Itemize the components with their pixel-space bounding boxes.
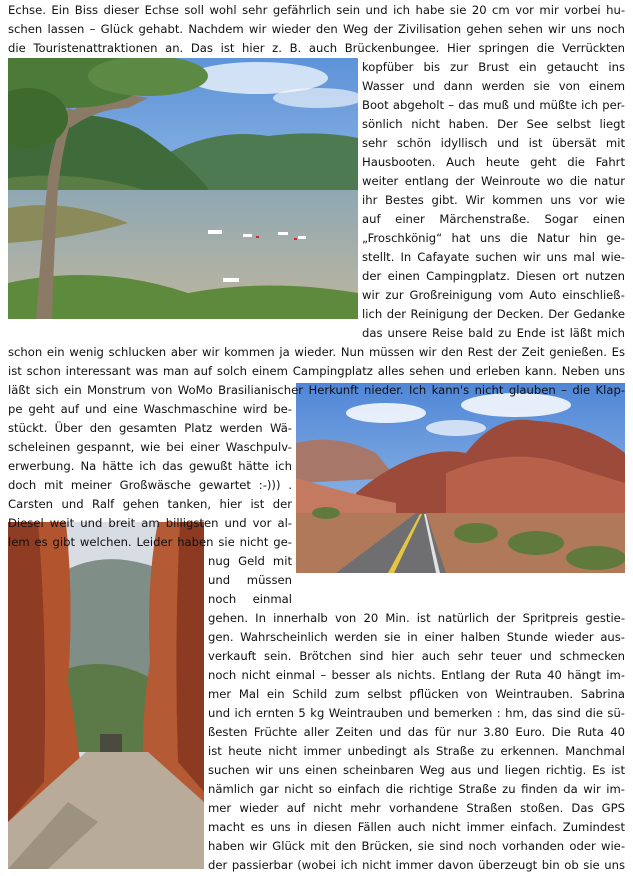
text-line: ßesten Früchte aller Zeiten und das für nur 3.80 Euro. Die Ruta 40 (208, 725, 625, 739)
text-line: mer Mal ein Schild zum selbst pflücken von Weintrauben. Sabrina (208, 687, 625, 701)
text-line: pe geht auf und eine Waschmaschine wird be- (8, 402, 292, 416)
text-line: doch mit meiner Großwäsche gewartet :-))) . (8, 478, 292, 492)
text-line: haben wir Glück mit den Brücken, sie sind noch vorhanden oder wie- (208, 839, 625, 853)
text-line: ist schon interessant was man auf solch einem Campingplatz alles sehen und erleben kann. Neben uns (8, 364, 625, 378)
text-line: ihr Bestes gibt. Wir kommen uns vor wie (362, 193, 625, 207)
text-line: macht es uns in diesen Fällen auch nicht immer einfach. Zumindest (208, 820, 625, 834)
text-line: erwerbung. Na hätte ich das gewußt hätte ich (8, 459, 292, 473)
text-line: suchen wir uns einen scheinbaren Weg aus und liegen richtig. Es ist (208, 763, 625, 777)
text-line: nämlich gar nicht so einfach die richtige Straße zu finden da wir im- (208, 782, 625, 796)
text-line: lich der Reinigung der Decken. Der Gedanke (362, 307, 625, 321)
text-line: läßt sich ein Monstrum von WoMo Brasilianischer Herkunft nieder. Ich kann's nicht glauben – die Klap- (8, 383, 625, 397)
lake-photo (8, 58, 358, 319)
text-line: noch einmal (208, 592, 292, 606)
text-line: Hausbooten. Auch heute geht die Fahrt (362, 155, 625, 169)
text-line: und müssen (208, 573, 292, 587)
text-line: Boot abgeholt – das muß und müßte ich per- (362, 98, 625, 112)
text-line: lem es gibt welchen. Leider haben sie nicht ge- (8, 535, 292, 549)
text-line: Carsten und Ralf gehen tanken, hier ist der (8, 497, 292, 511)
text-line: verkauft sein. Brötchen sind hier auch sehr teuer und schmecken (208, 649, 625, 663)
text-line: weiter entlang der Weinroute wo die natur (362, 174, 625, 188)
text-line: stellt. In Cafayate suchen wir uns mal wie- (362, 250, 625, 264)
text-line: gen. Wahrscheinlich werden sie in einer halben Stunde wieder aus- (208, 630, 625, 644)
text-line: Echse. Ein Biss dieser Echse soll wohl sehr gefährlich sein und ich habe sie 20 cm vor mir vorbei hu- (8, 3, 625, 17)
text-line: schon ein wenig schlucken aber wir kommen ja wieder. Nun müssen wir den Rest der Zeit genießen. Es (8, 345, 625, 359)
text-line: Diesel weit und breit am billigsten und vor al- (8, 516, 292, 530)
text-line: scheleinen gespannt, wie bei einer Waschpulv- (8, 440, 292, 454)
text-line: und ich ernten 5 kg Weintrauben und bemerken : hm, das sind die sü- (208, 706, 625, 720)
text-line: nug Geld mit (208, 554, 292, 568)
text-line: kopfüber bis zur Brust ein getaucht ins (362, 60, 625, 74)
text-line: das unsere Reise bald zu Ende ist läßt mich (362, 326, 625, 340)
text-line: gehen. In innerhalb von 20 Min. ist natürlich der Spritpreis gestie- (208, 611, 625, 625)
text-line: die Touristenattraktionen an. Das ist hier z. B. auch Brückenbungee. Hier springen die Verrückten (8, 41, 625, 55)
road-landscape-photo (296, 383, 625, 573)
text-line: auf einer Märchenstraße. Sogar einen (362, 212, 625, 226)
text-line: „Froschkönig“ hat uns die Natur hin ge- (362, 231, 625, 245)
text-line: ist heute nicht immer unbedingt als Straße zu erkennen. Manchmal (208, 744, 625, 758)
text-line: wir zur Großreinigung vom Auto einschließ- (362, 288, 625, 302)
text-line: schen lassen – Glück gehabt. Nachdem wir wieder den Weg der Zivilisation gehen sehen wir uns noch (8, 22, 625, 36)
text-line: sönlich nicht haben. Der See selbst liegt (362, 117, 625, 131)
text-line: der passierbar (wobei ich nicht immer davon überzeugt bin ob sie uns (208, 858, 625, 872)
text-line: mer wieder auf nicht mehr vorhandene Straßen stoßen. Das GPS (208, 801, 625, 815)
text-line: stückt. Über den gesamten Platz werden Wä- (8, 421, 292, 435)
text-line: noch nicht einmal – besser als nichts. Entlang der Ruta 40 hängt im- (208, 668, 625, 682)
text-line: der einen Campingplatz. Diesen ort nutzen (362, 269, 625, 283)
canyon-photo (8, 522, 204, 869)
text-line: sehr schön idyllisch und ist übersät mit (362, 136, 625, 150)
text-line: Wasser und dann werden sie von einem (362, 79, 625, 93)
